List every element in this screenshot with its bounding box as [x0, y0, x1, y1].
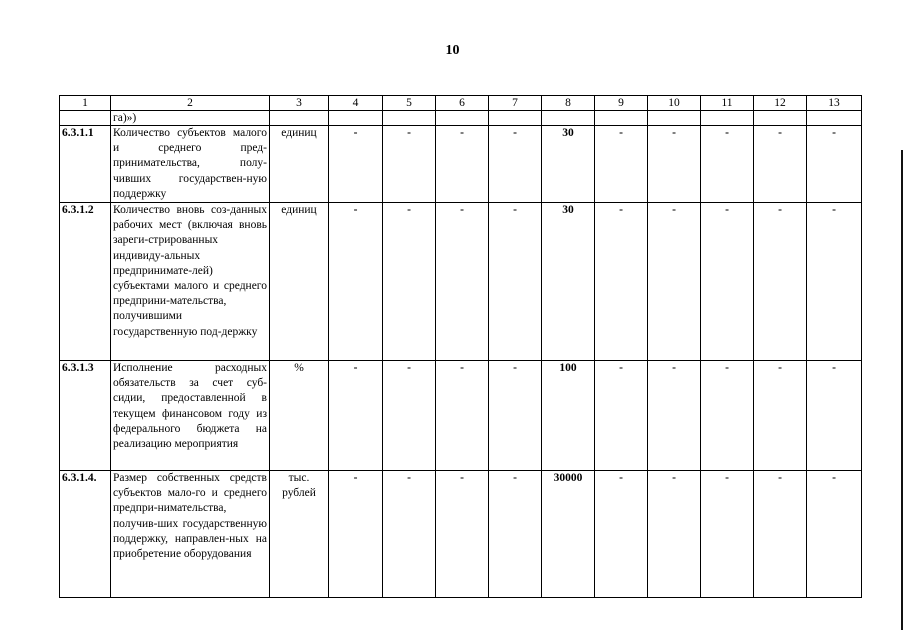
- column-header-7: 7: [489, 96, 542, 111]
- scan-edge-line: [901, 150, 903, 630]
- row-cell-11: -: [701, 126, 754, 203]
- row-cell-6: -: [436, 361, 489, 471]
- row-description: Количество субъектов малого и среднего пред-принимательства, полу-чивших государствен-ную поддержку: [111, 126, 270, 203]
- row-cell-12: -: [754, 203, 807, 361]
- row-number: 6.3.1.4.: [60, 471, 111, 598]
- row-cell-4: -: [329, 361, 383, 471]
- row-description: Размер собственных средств субъектов мало-го и среднего предпри-нимательства, получив-ших государственную поддержку, направлен-ных на приобретение оборудования: [111, 471, 270, 598]
- row-cell-9: -: [595, 203, 648, 361]
- column-header-5: 5: [383, 96, 436, 111]
- row-cell-12: -: [754, 126, 807, 203]
- row-number: 6.3.1.3: [60, 361, 111, 471]
- table-row: [60, 471, 862, 598]
- row-cell-7: -: [489, 203, 542, 361]
- table-row: [60, 361, 862, 471]
- column-header-2: 2: [111, 96, 270, 111]
- row-unit: тыс. рублей: [270, 471, 329, 598]
- row-cell-11: -: [701, 471, 754, 598]
- table-body: [60, 96, 862, 598]
- column-header-9: 9: [595, 96, 648, 111]
- row-cell-7: -: [489, 361, 542, 471]
- row-number: 6.3.1.2: [60, 203, 111, 361]
- column-header-3: 3: [270, 96, 329, 111]
- row-cell-13: -: [807, 203, 862, 361]
- table-row: [60, 203, 862, 361]
- row-value-col8: 30: [542, 203, 595, 361]
- page-number: 10: [445, 43, 460, 58]
- row-number: 6.3.1.1: [60, 126, 111, 203]
- row-cell-6: -: [436, 471, 489, 598]
- row-cell-13: -: [807, 361, 862, 471]
- continuation-text: га)»): [111, 111, 270, 126]
- row-cell-9: -: [595, 361, 648, 471]
- row-cell-11: -: [701, 203, 754, 361]
- row-cell-5: -: [383, 361, 436, 471]
- table-row: [60, 126, 862, 203]
- row-unit: единиц: [270, 203, 329, 361]
- column-header-11: 11: [701, 96, 754, 111]
- column-header-4: 4: [329, 96, 383, 111]
- row-cell-9: -: [595, 471, 648, 598]
- row-value-col8: 30: [542, 126, 595, 203]
- row-cell-6: -: [436, 126, 489, 203]
- column-header-12: 12: [754, 96, 807, 111]
- row-cell-10: -: [648, 361, 701, 471]
- row-value-col8: 100: [542, 361, 595, 471]
- column-header-8: 8: [542, 96, 595, 111]
- column-header-6: 6: [436, 96, 489, 111]
- row-cell-4: -: [329, 126, 383, 203]
- indicators-table: [59, 95, 862, 598]
- row-cell-11: -: [701, 361, 754, 471]
- row-cell-4: -: [329, 203, 383, 361]
- row-unit: единиц: [270, 126, 329, 203]
- row-cell-6: -: [436, 203, 489, 361]
- row-cell-10: -: [648, 471, 701, 598]
- continuation-row: [60, 111, 862, 126]
- row-description: Исполнение расходных обязательств за счет суб-сидии, предоставленной в текущем финансовом году из федерального бюджета на реализацию мероприятия: [111, 361, 270, 471]
- row-cell-10: -: [648, 203, 701, 361]
- column-header-13: 13: [807, 96, 862, 111]
- row-cell-9: -: [595, 126, 648, 203]
- row-cell-4: -: [329, 471, 383, 598]
- row-value-col8: 30000: [542, 471, 595, 598]
- row-cell-7: -: [489, 126, 542, 203]
- row-unit: %: [270, 361, 329, 471]
- column-number-row: [60, 96, 862, 111]
- row-cell-13: -: [807, 126, 862, 203]
- row-cell-12: -: [754, 361, 807, 471]
- row-cell-5: -: [383, 471, 436, 598]
- row-cell-10: -: [648, 126, 701, 203]
- row-cell-12: -: [754, 471, 807, 598]
- row-cell-13: -: [807, 471, 862, 598]
- row-description: Количество вновь соз-данных рабочих мест (включая вновь зареги-стрированных индивиду-альных предпринимате-лей) субъектами малого и среднего предприни-мательства, получившими государственную под-держку: [111, 203, 270, 361]
- row-cell-7: -: [489, 471, 542, 598]
- row-cell-5: -: [383, 126, 436, 203]
- column-header-1: 1: [60, 96, 111, 111]
- row-cell-5: -: [383, 203, 436, 361]
- column-header-10: 10: [648, 96, 701, 111]
